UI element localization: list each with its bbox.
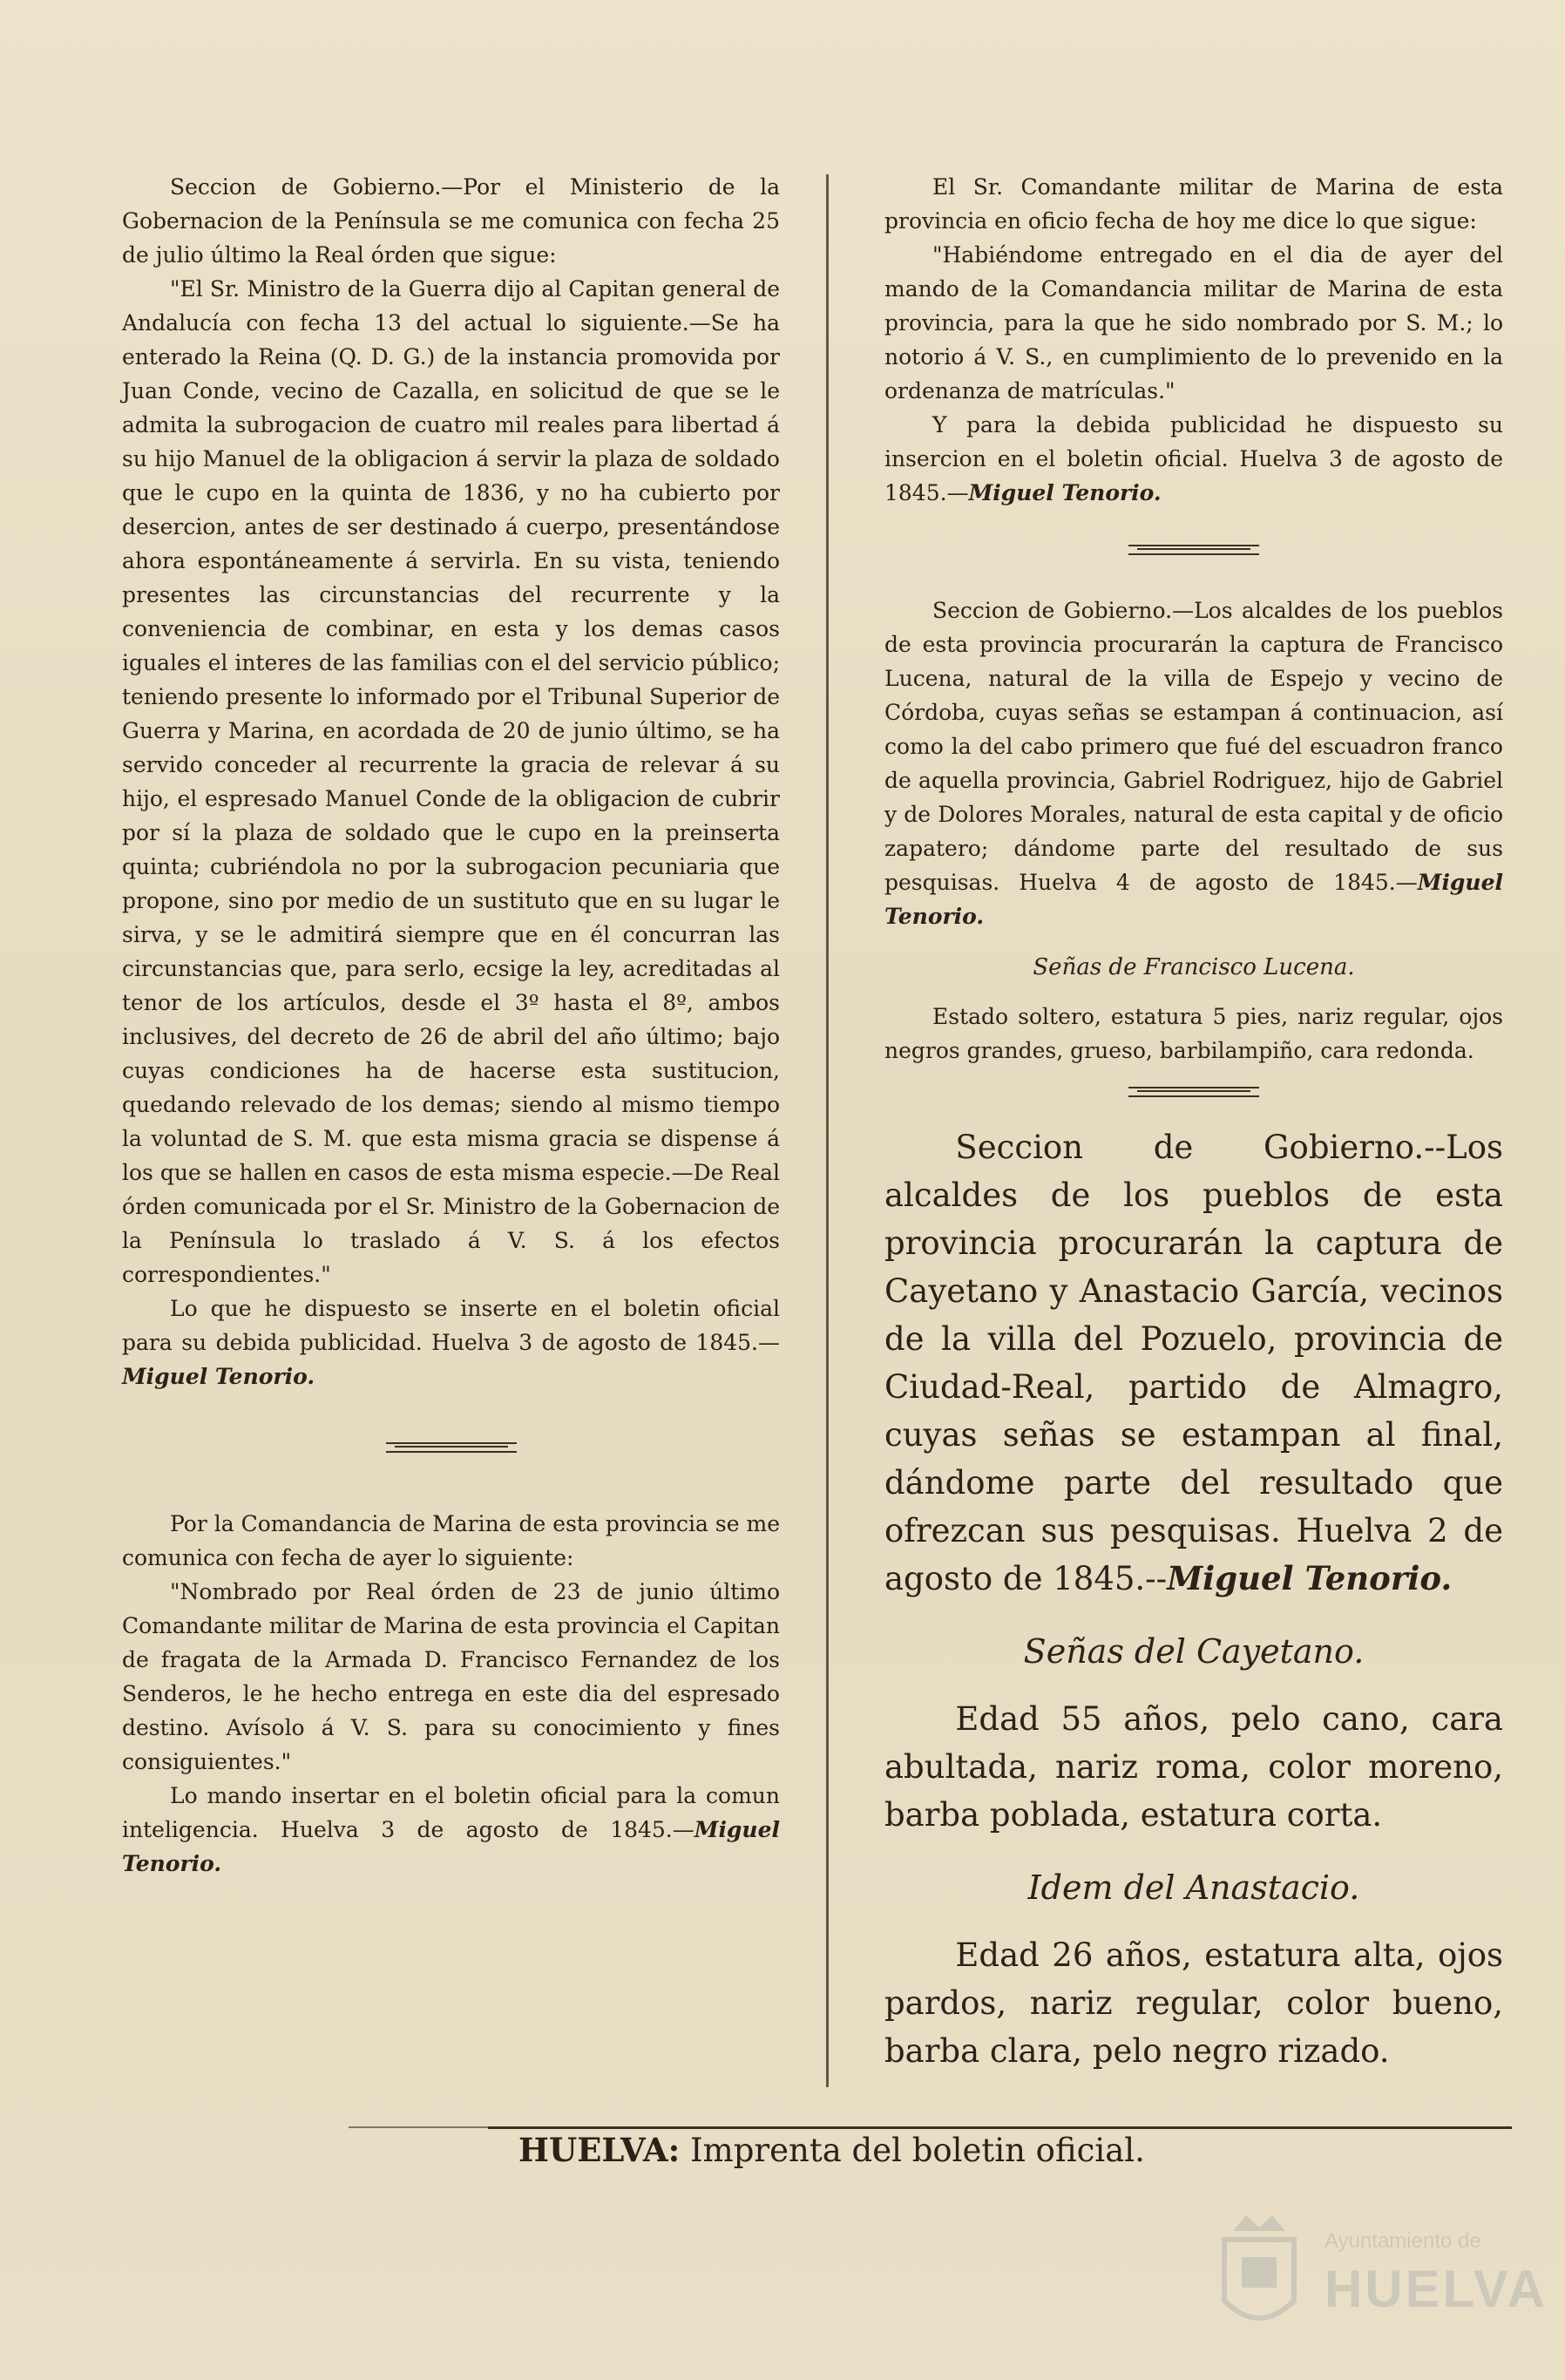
left-paragraph-3 [122, 1292, 780, 1393]
imprint-text: Imprenta del boletin oficial. [690, 2132, 1145, 2169]
footer-rule [488, 2126, 1512, 2129]
left-p3-signature: Miguel Tenorio. [122, 1364, 315, 1389]
right-paragraph-5: Estado soltero, estatura 5 pies, nariz regular, ojos negros grandes, grueso, barbilampiño, cara redonda. [884, 1004, 1503, 1063]
imprint-place: HUELVA: [518, 2131, 681, 2169]
right-paragraph-6 [884, 1123, 1503, 1603]
right-p3-text: Y para la debida publicidad he dispuesto su insercion en el boletin oficial. Huelva 3 de agosto de 1845.— [884, 412, 1503, 505]
right-p3-signature: Miguel Tenorio. [968, 480, 1162, 505]
heading-senas-lucena: Señas de Francisco Lucena. [1033, 954, 1355, 980]
right-p6-text: Seccion de Gobierno.--Los alcaldes de los pueblos de esta provincia procurarán la captura de Cayetano y Anastacio García, vecinos de la villa del Pozuelo, provincia de Ciudad-Real, partido de Almagro, cuyas señas se estampan al final, dándome parte del resultado que ofrezcan sus pesquisas. Huelva 2 de agosto de 1845.-- [884, 1129, 1503, 1597]
right-p6-signature: Miguel Tenorio. [1167, 1559, 1453, 1597]
left-p6-text: Lo mando insertar en el boletin oficial para la comun inteligencia. Huelva 3 de agosto de 1845.— [122, 1783, 780, 1842]
heading-idem-anastacio: Idem del Anastacio. [1027, 1868, 1360, 1907]
watermark-bottom-text: HUELVA [1324, 2260, 1548, 2318]
separator-ornament [884, 545, 1503, 555]
separator-ornament [122, 1442, 780, 1453]
right-paragraph-7: Edad 55 años, pelo cano, cara abultada, nariz roma, color moreno, barba poblada, estatura corta. [884, 1700, 1503, 1834]
right-p4-signature: Miguel Tenorio. [884, 870, 1503, 929]
left-paragraph-4: Por la Comandancia de Marina de esta provincia se me comunica con fecha de ayer lo siguiente: [122, 1511, 780, 1570]
left-paragraph-1: Seccion de Gobierno.—Por el Ministerio de la Gobernacion de la Península se me comunica con fecha 25 de julio último la Real órden que sigue: [122, 174, 780, 268]
right-paragraph-4 [884, 593, 1503, 933]
left-p6-signature: Miguel Tenorio. [122, 1817, 780, 1876]
left-paragraph-2: "El Sr. Ministro de la Guerra dijo al Capitan general de Andalucía con fecha 13 del actual lo siguiente.—Se ha enterado la Reina (Q. D. G.) de la instancia promovida por Juan Conde, vecino de Cazalla, en solicitud de que se le admita la subrogacion de cuatro mil reales para libertad á su hijo Manuel de la obligacion á servir la plaza de soldado que le cupo en la quinta de 1836, y no ha cubierto por desercion, antes de ser destinado á cuerpo, presentándose ahora espontáneamente á servirla. En su vista, teniendo presentes las circunstancias del recurrente y la conveniencia de combinar, en esta y los demas casos iguales el interes de las familias con el del servicio público; teniendo presente lo informado por el Tribunal Superior de Guerra y Marina, en acordada de 20 de junio último, se ha servido conceder al recurrente la gracia de relevar á su hijo, el espresado Manuel Conde de la obligacion de cubrir por sí la plaza de soldado que le cupo en la preinserta quinta; cubriéndola no por la subrogacion pecuniaria que propone, sino por medio de un sustituto que en su lugar le sirva, y se le admitirá siempre que en él concurran las circunstancias que, para serlo, ecsige la ley, acreditadas al tenor de los artículos, desde el 3º hasta el 8º, ambos inclusives, del decreto de 26 de abril del año último; bajo cuyas condiciones ha de hacerse esta sustitucion, quedando relevado de los demas; siendo al mismo tiempo la voluntad de S. M. que esta misma gracia se dispense á los que se hallen en casos de esta misma especie.—De Real órden comunicada por el Sr. Ministro de la Gobernacion de la Península lo traslado á V. S. á los efectos correspondientes." [122, 276, 780, 1287]
right-paragraph-1: El Sr. Comandante militar de Marina de esta provincia en oficio fecha de hoy me dice lo que sigue: [884, 174, 1503, 234]
heading-senas-cayetano: Señas del Cayetano. [1023, 1632, 1365, 1671]
footer-rule-left [349, 2126, 505, 2128]
ayuntamiento-watermark [1207, 2205, 1548, 2353]
left-paragraph-5: "Nombrado por Real órden de 23 de junio último Comandante militar de Marina de esta provincia el Capitan de fragata de la Armada D. Francisco Fernandez de los Senderos, le he hecho entrega en este dia del espresado destino. Avísolo á V. S. para su conocimiento y fines consiguientes." [122, 1579, 780, 1774]
left-column [122, 170, 780, 1881]
right-paragraph-8: Edad 26 años, estatura alta, ojos pardos, nariz regular, color bueno, barba clara, pelo negro rizado. [884, 1936, 1503, 2070]
right-column [884, 170, 1503, 2075]
right-paragraph-3 [884, 408, 1503, 510]
separator-ornament [884, 1087, 1503, 1097]
left-paragraph-6 [122, 1779, 780, 1881]
watermark-top-text: Ayuntamiento de [1324, 2229, 1481, 2253]
coat-of-arms-icon [1207, 2205, 1311, 2344]
column-divider [826, 174, 829, 2087]
right-paragraph-2: "Habiéndome entregado en el dia de ayer del mando de la Comandancia militar de Marina de esta provincia, para la que he sido nombrado por S. M.; lo notorio á V. S., en cumplimiento de lo prevenido en la ordenanza de matrículas." [884, 242, 1503, 403]
printer-imprint [518, 2131, 1145, 2169]
right-p4-text: Seccion de Gobierno.—Los alcaldes de los pueblos de esta provincia procurarán la captura de Francisco Lucena, natural de la villa de Espejo y vecino de Córdoba, cuyas señas se estampan á continuacion, así como la del cabo primero que fué del escuadron franco de aquella provincia, Gabriel Rodriguez, hijo de Gabriel y de Dolores Morales, natural de esta capital y de oficio zapatero; dándome parte del resultado de sus pesquisas. Huelva 4 de agosto de 1845.— [884, 598, 1503, 895]
left-p3-text: Lo que he dispuesto se inserte en el boletin oficial para su debida publicidad. Huelva 3 de agosto de 1845.— [122, 1296, 780, 1355]
